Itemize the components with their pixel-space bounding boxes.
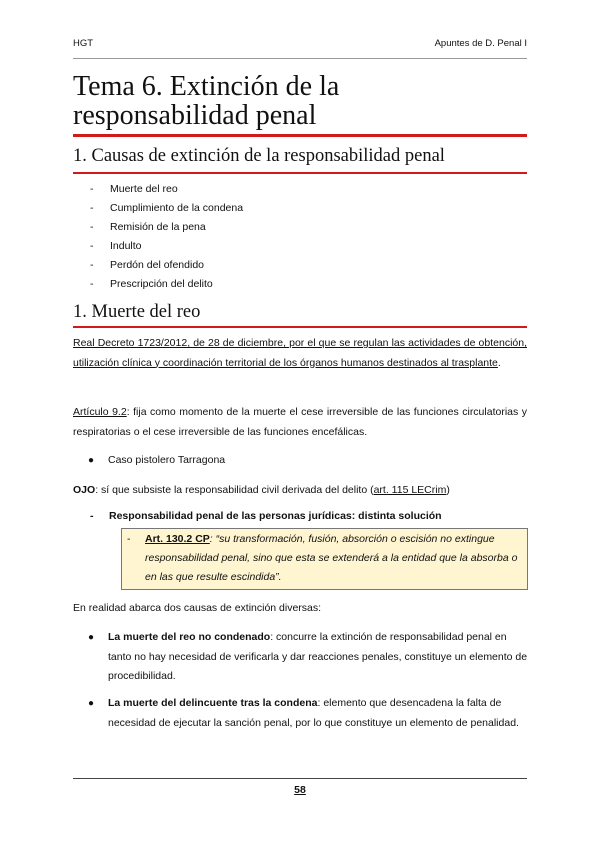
list-item: - Cumplimiento de la condena	[90, 199, 243, 218]
bullet-icon: ●	[88, 632, 95, 643]
header-divider	[73, 58, 527, 59]
title-line-2: responsabilidad penal	[73, 100, 317, 131]
real-decreto-link[interactable]: Real Decreto 1723/2012, de 28 de diciembre, por el que se regulan las actividades de obtención, utilización clínica y coordinación territorial de los órganos humanos destinados al trasplante	[73, 337, 527, 369]
bullet-caso: ● Caso pistolero Tarragona	[88, 451, 528, 471]
bullet-icon: ●	[88, 455, 95, 466]
articulo-ref[interactable]: Artículo 9.2	[73, 406, 127, 418]
page-header	[73, 38, 527, 54]
section-heading-muerte: 1. Muerte del reo	[73, 302, 201, 322]
list-item: - Prescripción del delito	[90, 275, 243, 294]
section-underline-2	[73, 326, 527, 328]
list-item: - Muerte del reo	[90, 180, 243, 199]
quote-box: - Art. 130.2 CP: “su transformación, fusión, absorción o escisión no extingue responsabilidad penal, sino que esta se extenderá a la entidad que la absorba o en las que resulte escindida”.	[121, 528, 528, 590]
list-item: - Indulto	[90, 237, 243, 256]
sub-heading-personas-juridicas: - Responsabilidad penal de las personas jurídicas: distinta solución	[90, 510, 442, 522]
title-line-1: Tema 6. Extinción de la	[73, 71, 340, 102]
page-title	[73, 72, 533, 130]
causes-list	[90, 180, 243, 294]
list-item: - Perdón del ofendido	[90, 256, 243, 275]
bullet-cause-2: ● La muerte del delincuente tras la condena: elemento que desencadena la falta de necesidad de ejecutar la sanción penal, por lo que constituye un elemento de penalidad.	[88, 694, 528, 733]
header-right: Apuntes de D. Penal I	[434, 38, 527, 49]
section-heading-causas: 1. Causas de extinción de la responsabilidad penal	[73, 146, 445, 166]
intro-paragraph: En realidad abarca dos causas de extinción diversas:	[73, 602, 322, 614]
ojo-label: OJO	[73, 484, 96, 496]
lecrim-ref[interactable]: art. 115 LECrim	[373, 484, 447, 496]
title-underline	[73, 134, 527, 137]
bullet-cause-1: ● La muerte del reo no condenado: concurre la extinción de responsabilidad penal en tanto no hay necesidad de verificarla y dar reacciones penales, constituye un elemento de procedibilidad.	[88, 628, 528, 687]
header-left: HGT	[73, 38, 94, 49]
list-item: - Remisión de la pena	[90, 218, 243, 237]
articulo-paragraph: Artículo 9.2: fija como momento de la muerte el cese irreversible de las funciones circulatorias y respiratorias o el cese irreversible de las funciones encefálicas.	[73, 406, 527, 438]
section-underline-1	[73, 172, 527, 174]
real-decreto-paragraph: Real Decreto 1723/2012, de 28 de diciembre, por el que se regulan las actividades de obtención, utilización clínica y coordinación territorial de los órganos humanos destinados al trasplante.	[73, 337, 527, 369]
bullet-icon: ●	[88, 698, 95, 709]
footer-divider	[73, 778, 527, 779]
art-130-ref[interactable]: Art. 130.2 CP	[145, 533, 210, 545]
ojo-paragraph: OJO: sí que subsiste la responsabilidad civil derivada del delito (art. 115 LECrim)	[73, 484, 450, 496]
page-number: 58	[294, 784, 306, 796]
